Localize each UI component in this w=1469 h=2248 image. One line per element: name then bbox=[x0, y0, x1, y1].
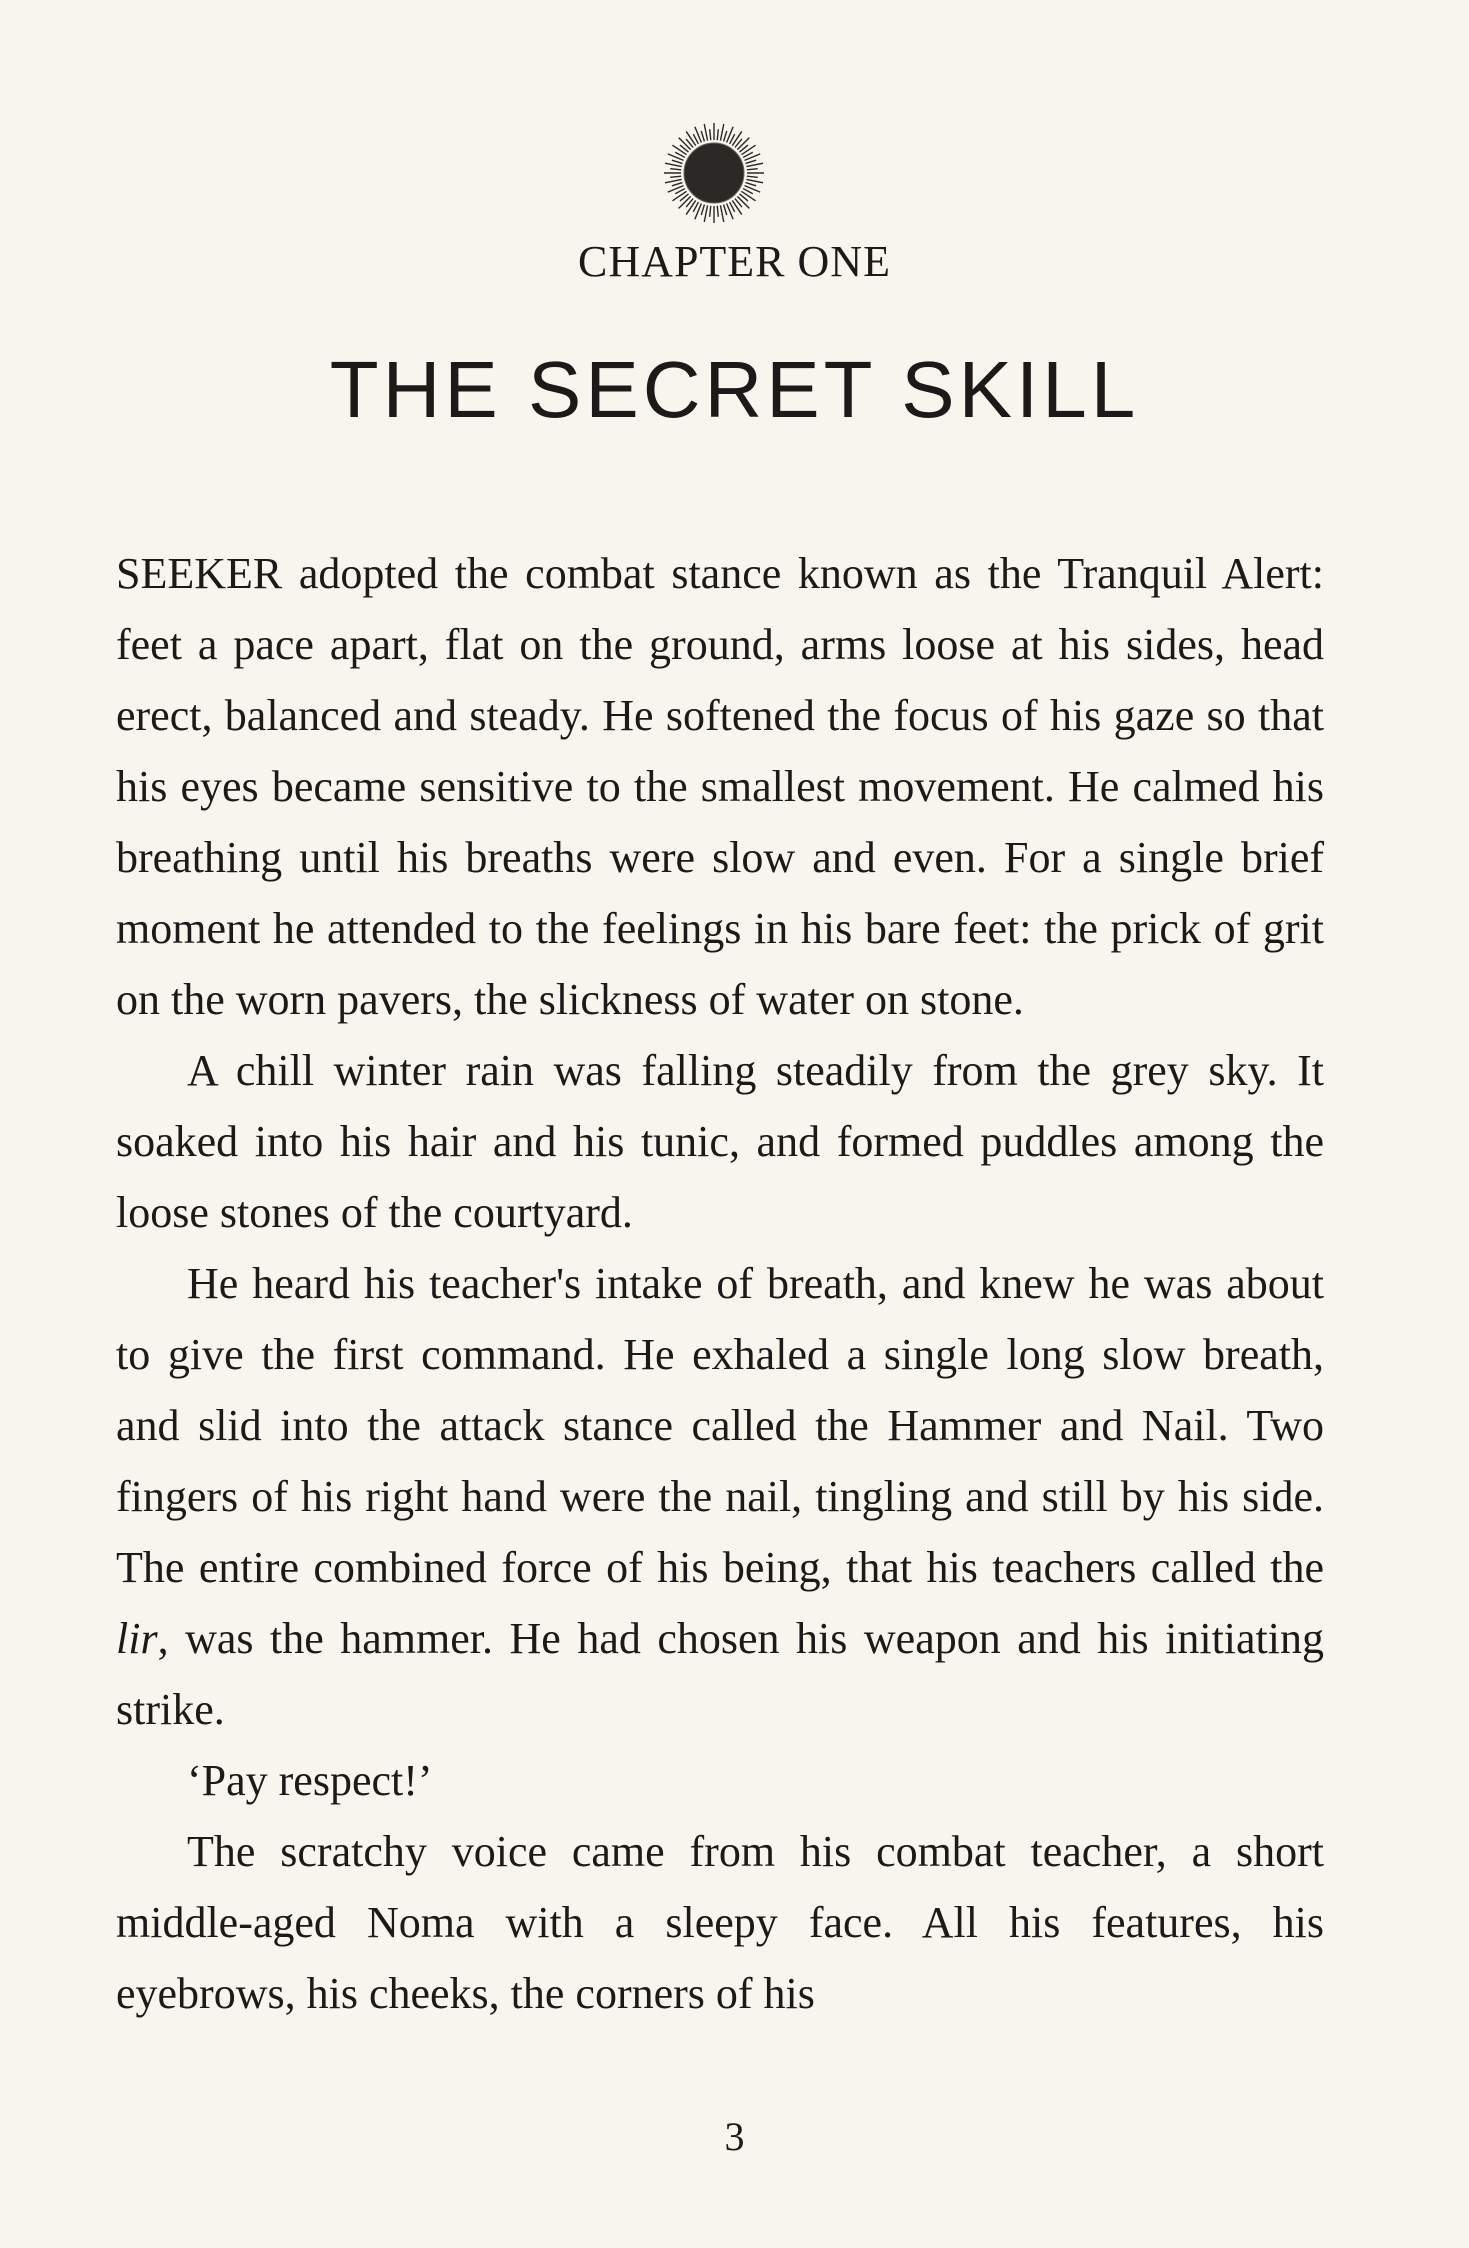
paragraph-1 bbox=[116, 538, 1324, 1035]
paragraph-4-text: ‘Pay respect!’ bbox=[187, 1756, 433, 1805]
paragraph-3-text-before: He heard his teacher's intake of breath, and knew he was about to give the first command. He exhaled a single long slow breath, and slid into the attack stance called the Hammer and Nail. Two fingers of his right hand were the nail, tingling and still by his side. The entire combined force of his being, that his teachers called the bbox=[116, 1259, 1324, 1592]
paragraph-2 bbox=[116, 1035, 1324, 1248]
paragraph-3-text-after: , was the hammer. He had chosen his weapon and his initiating strike. bbox=[116, 1614, 1324, 1734]
sun-ornament-icon bbox=[659, 118, 769, 228]
paragraph-1-text: SEEKER adopted the combat stance known as the Tranquil Alert: feet a pace apart, flat on the ground, arms loose at his sides, head erect, balanced and steady. He softened the focus of his gaze so that his eyes became sensitive to the smallest movement. He calmed his breathing until his breaths were slow and even. For a single brief moment he attended to the feelings in his bare feet: the prick of grit on the worn pavers, the slickness of water on stone. bbox=[116, 549, 1324, 1024]
paragraph-5-text: The scratchy voice came from his combat teacher, a short middle-aged Noma with a sleepy face. All his features, his eyebrows, his cheeks, the corners of his bbox=[116, 1827, 1324, 2018]
paragraph-3 bbox=[116, 1248, 1324, 1745]
chapter-label: CHAPTER ONE bbox=[578, 237, 891, 286]
paragraph-2-text: A chill winter rain was falling steadily from the grey sky. It soaked into his hair and his tunic, and formed puddles among the loose stones of the courtyard. bbox=[116, 1046, 1324, 1237]
paragraph-4 bbox=[116, 1745, 1324, 1816]
paragraph-3-italic-term: lir bbox=[116, 1614, 158, 1663]
body-text bbox=[116, 538, 1324, 2029]
chapter-title: THE SECRET SKILL bbox=[329, 345, 1140, 434]
page-number: 3 bbox=[724, 2114, 745, 2159]
paragraph-5 bbox=[116, 1816, 1324, 2029]
